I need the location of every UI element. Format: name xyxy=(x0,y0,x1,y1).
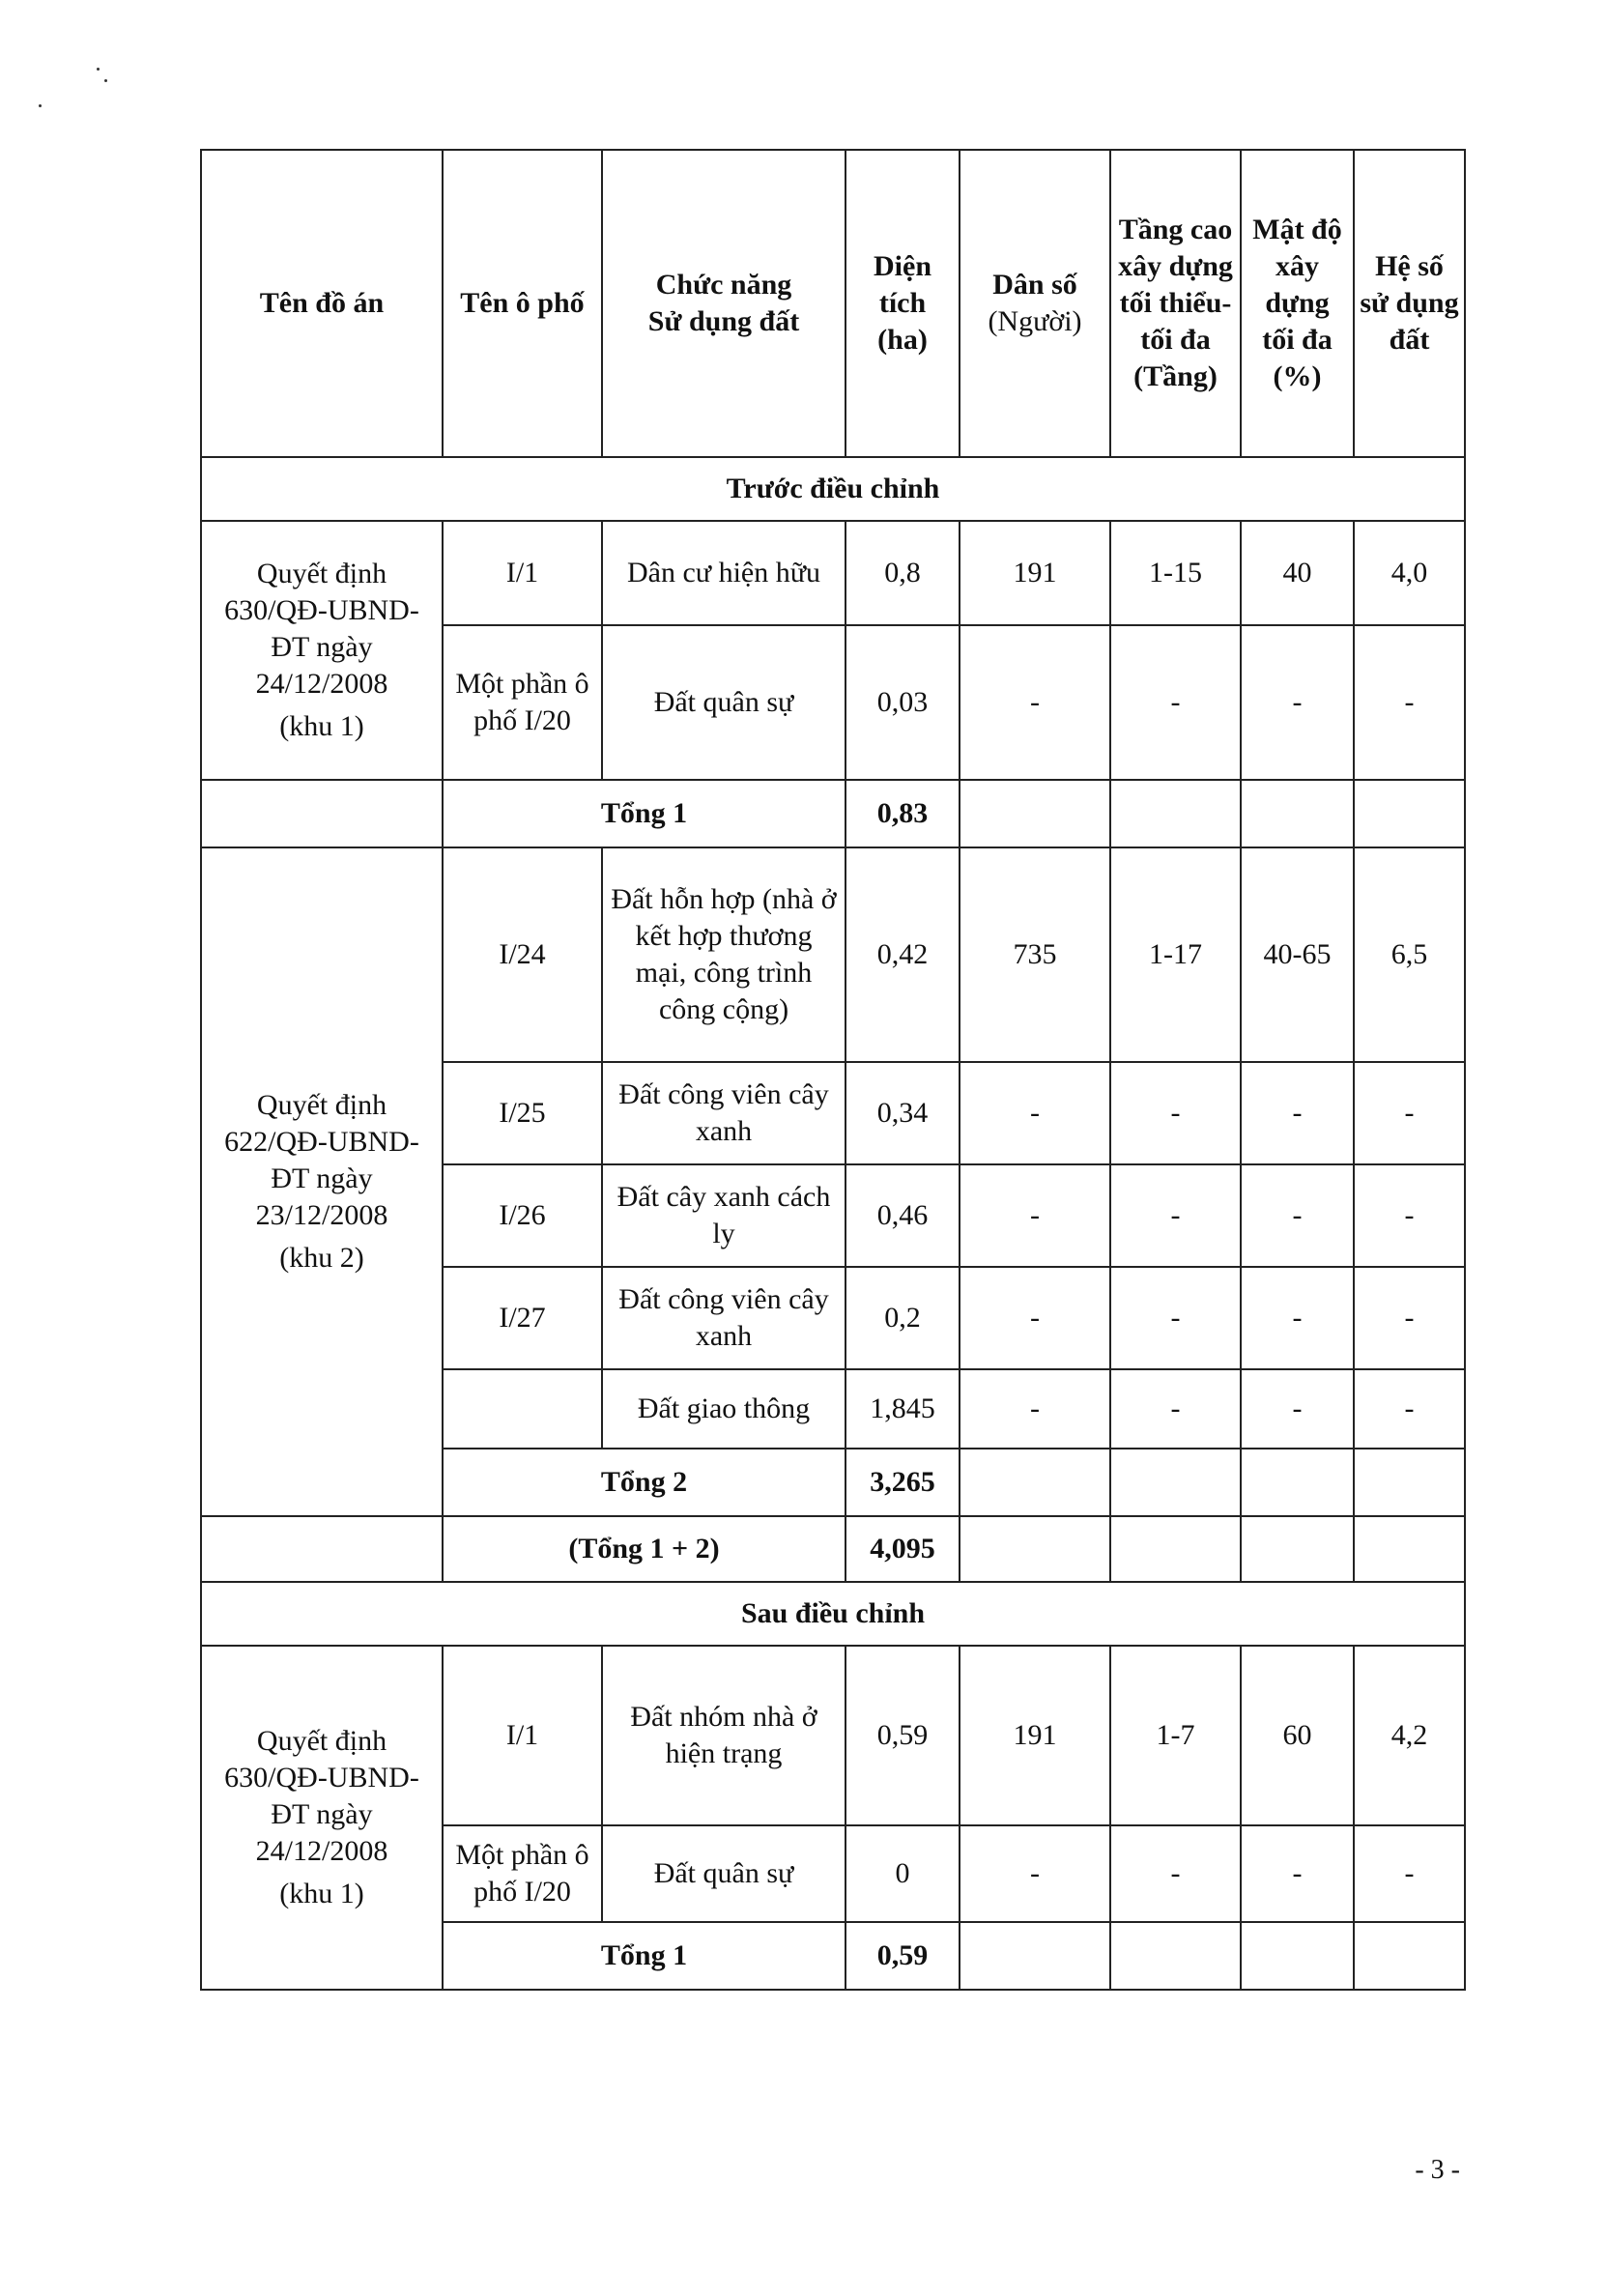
block-cell: Một phần ô phố I/20 xyxy=(443,1825,602,1922)
header-floors-unit: (Tầng) xyxy=(1133,360,1218,392)
area-cell: 0,03 xyxy=(845,625,960,780)
header-floors xyxy=(1110,150,1241,457)
use-cell: Đất hỗn hợp (nhà ở kết hợp thương mại, công trình công cộng) xyxy=(602,847,845,1062)
header-area xyxy=(845,150,960,457)
subtotal-label: Tổng 1 xyxy=(443,780,845,847)
header-population-label: Dân số xyxy=(992,269,1077,301)
empty-cell xyxy=(960,1516,1110,1582)
header-land-use xyxy=(602,150,845,457)
use-cell: Dân cư hiện hữu xyxy=(602,521,845,625)
area-cell: 0 xyxy=(845,1825,960,1922)
project-zone: (khu 2) xyxy=(279,1242,364,1274)
density-cell: - xyxy=(1241,1369,1354,1449)
land-use-table xyxy=(200,149,1466,1991)
density-cell: - xyxy=(1241,1062,1354,1164)
population-cell: - xyxy=(960,1062,1110,1164)
grand-total-row xyxy=(201,1516,1465,1582)
empty-cell xyxy=(1354,1922,1465,1990)
far-cell: - xyxy=(1354,1369,1465,1449)
density-cell: - xyxy=(1241,1825,1354,1922)
empty-cell xyxy=(201,780,443,847)
subtotal-label: Tổng 1 xyxy=(443,1922,845,1990)
empty-cell xyxy=(960,1449,1110,1516)
subtotal-label: Tổng 2 xyxy=(443,1449,845,1516)
header-land-use-line1: Chức năng xyxy=(655,269,792,301)
header-far: Hệ số sử dụng đất xyxy=(1354,150,1465,457)
far-cell: - xyxy=(1354,1267,1465,1369)
section-title-before: Trước điều chỉnh xyxy=(201,457,1465,521)
population-cell: 191 xyxy=(960,1646,1110,1825)
grand-total-label: (Tổng 1 + 2) xyxy=(443,1516,845,1582)
floors-cell: - xyxy=(1110,1369,1241,1449)
population-cell: 735 xyxy=(960,847,1110,1062)
floors-cell: - xyxy=(1110,1062,1241,1164)
subtotal-row xyxy=(201,780,1465,847)
empty-cell xyxy=(201,1516,443,1582)
project-cell-khu1-after xyxy=(201,1646,443,1990)
population-cell: - xyxy=(960,1369,1110,1449)
area-cell: 0,8 xyxy=(845,521,960,625)
density-cell: - xyxy=(1241,1164,1354,1267)
header-density-unit: (%) xyxy=(1273,360,1322,392)
header-population-unit: (Người) xyxy=(988,305,1082,337)
project-cell-khu2 xyxy=(201,847,443,1516)
use-cell: Đất công viên cây xanh xyxy=(602,1267,845,1369)
header-density-label: Mật độ xây dựng tối đa xyxy=(1252,214,1342,356)
subtotal-area: 0,83 xyxy=(845,780,960,847)
far-cell: - xyxy=(1354,1825,1465,1922)
empty-cell xyxy=(1241,780,1354,847)
area-cell: 0,34 xyxy=(845,1062,960,1164)
far-cell: 4,2 xyxy=(1354,1646,1465,1825)
table-header-row xyxy=(201,150,1465,457)
area-cell: 1,845 xyxy=(845,1369,960,1449)
header-population xyxy=(960,150,1110,457)
floors-cell: 1-7 xyxy=(1110,1646,1241,1825)
empty-cell xyxy=(1241,1449,1354,1516)
population-cell: - xyxy=(960,1825,1110,1922)
empty-cell xyxy=(1110,1516,1241,1582)
header-project-name: Tên đồ án xyxy=(201,150,443,457)
project-decision: Quyết định 630/QĐ-UBND-ĐT ngày 24/12/2008 xyxy=(224,1725,419,1867)
population-cell: 191 xyxy=(960,521,1110,625)
density-cell: 40 xyxy=(1241,521,1354,625)
header-area-label: Diện tích xyxy=(874,250,931,319)
use-cell: Đất cây xanh cách ly xyxy=(602,1164,845,1267)
block-cell: I/26 xyxy=(443,1164,602,1267)
scan-speck xyxy=(104,79,107,82)
scan-speck xyxy=(97,68,100,71)
empty-cell xyxy=(1354,780,1465,847)
population-cell: - xyxy=(960,1267,1110,1369)
far-cell: 4,0 xyxy=(1354,521,1465,625)
far-cell: - xyxy=(1354,1164,1465,1267)
use-cell: Đất quân sự xyxy=(602,625,845,780)
header-land-use-line2: Sử dụng đất xyxy=(647,305,800,337)
table-row xyxy=(201,521,1465,625)
project-zone: (khu 1) xyxy=(279,710,364,742)
empty-cell xyxy=(1110,1449,1241,1516)
floors-cell: 1-17 xyxy=(1110,847,1241,1062)
floors-cell: - xyxy=(1110,1825,1241,1922)
block-cell: I/24 xyxy=(443,847,602,1062)
block-cell: I/1 xyxy=(443,521,602,625)
section-title-after: Sau điều chỉnh xyxy=(201,1582,1465,1646)
far-cell: - xyxy=(1354,625,1465,780)
density-cell: - xyxy=(1241,625,1354,780)
project-decision: Quyết định 630/QĐ-UBND-ĐT ngày 24/12/2008 xyxy=(224,558,419,700)
floors-cell: - xyxy=(1110,1267,1241,1369)
grand-total-area: 4,095 xyxy=(845,1516,960,1582)
density-cell: - xyxy=(1241,1267,1354,1369)
empty-cell xyxy=(960,1922,1110,1990)
block-cell xyxy=(443,1369,602,1449)
scan-speck xyxy=(39,104,42,107)
use-cell: Đất công viên cây xanh xyxy=(602,1062,845,1164)
block-cell: I/27 xyxy=(443,1267,602,1369)
floors-cell: - xyxy=(1110,1164,1241,1267)
density-cell: 60 xyxy=(1241,1646,1354,1825)
area-cell: 0,59 xyxy=(845,1646,960,1825)
block-cell: Một phần ô phố I/20 xyxy=(443,625,602,780)
far-cell: 6,5 xyxy=(1354,847,1465,1062)
area-cell: 0,46 xyxy=(845,1164,960,1267)
empty-cell xyxy=(1110,780,1241,847)
table-row xyxy=(201,1646,1465,1825)
area-cell: 0,2 xyxy=(845,1267,960,1369)
block-cell: I/25 xyxy=(443,1062,602,1164)
project-zone: (khu 1) xyxy=(279,1878,364,1909)
project-cell-khu1 xyxy=(201,521,443,780)
table-row xyxy=(201,847,1465,1062)
empty-cell xyxy=(1354,1449,1465,1516)
density-cell: 40-65 xyxy=(1241,847,1354,1062)
header-density xyxy=(1241,150,1354,457)
empty-cell xyxy=(1110,1922,1241,1990)
empty-cell xyxy=(1354,1516,1465,1582)
empty-cell xyxy=(960,780,1110,847)
floors-cell: 1-15 xyxy=(1110,521,1241,625)
block-cell: I/1 xyxy=(443,1646,602,1825)
empty-cell xyxy=(1241,1922,1354,1990)
floors-cell: - xyxy=(1110,625,1241,780)
project-decision: Quyết định 622/QĐ-UBND-ĐT ngày 23/12/2008 xyxy=(224,1089,419,1231)
population-cell: - xyxy=(960,1164,1110,1267)
empty-cell xyxy=(1241,1516,1354,1582)
population-cell: - xyxy=(960,625,1110,780)
header-area-unit: (ha) xyxy=(877,324,928,356)
section-row-after xyxy=(201,1582,1465,1646)
header-block-name: Tên ô phố xyxy=(443,150,602,457)
subtotal-area: 0,59 xyxy=(845,1922,960,1990)
page-number: - 3 - xyxy=(1415,2155,1460,2185)
subtotal-area: 3,265 xyxy=(845,1449,960,1516)
use-cell: Đất quân sự xyxy=(602,1825,845,1922)
use-cell: Đất nhóm nhà ở hiện trạng xyxy=(602,1646,845,1825)
section-row-before xyxy=(201,457,1465,521)
far-cell: - xyxy=(1354,1062,1465,1164)
use-cell: Đất giao thông xyxy=(602,1369,845,1449)
header-floors-label: Tầng cao xây dựng tối thiểu- tối đa xyxy=(1118,214,1233,356)
area-cell: 0,42 xyxy=(845,847,960,1062)
